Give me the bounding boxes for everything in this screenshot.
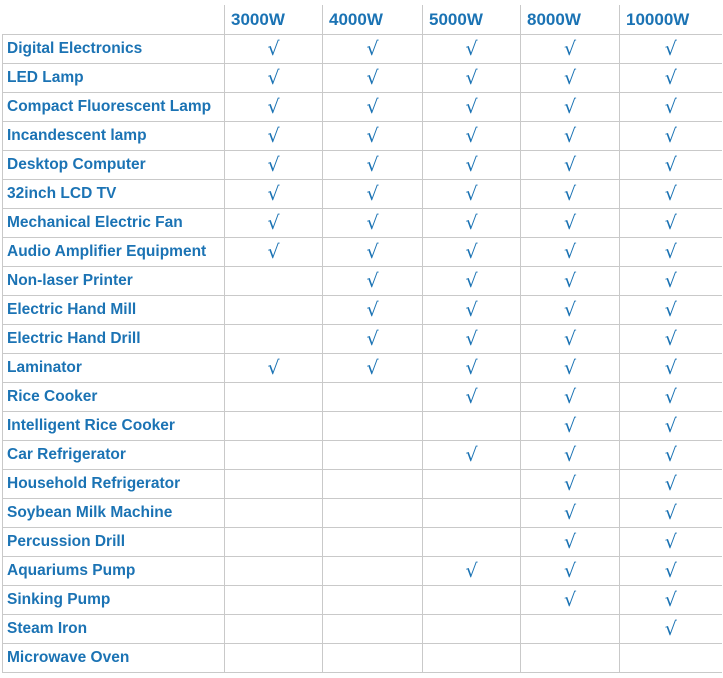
table-body [3, 35, 722, 673]
check-mark-icon: √ [423, 354, 521, 383]
column-header-8000w: 8000W [521, 5, 620, 35]
empty-cell [323, 586, 423, 615]
check-mark-icon: √ [620, 122, 722, 151]
check-mark-icon: √ [423, 180, 521, 209]
empty-cell [423, 412, 521, 441]
check-mark-icon: √ [521, 64, 620, 93]
empty-cell [225, 644, 323, 673]
check-mark-icon: √ [521, 296, 620, 325]
check-mark-icon: √ [620, 325, 722, 354]
check-mark-icon: √ [521, 412, 620, 441]
check-mark-icon: √ [521, 93, 620, 122]
check-mark-icon: √ [423, 441, 521, 470]
appliance-name: Desktop Computer [3, 151, 225, 180]
check-mark-icon: √ [620, 151, 722, 180]
empty-cell [423, 528, 521, 557]
check-mark-icon: √ [225, 151, 323, 180]
empty-cell [323, 557, 423, 586]
check-mark-icon: √ [521, 499, 620, 528]
check-mark-icon: √ [521, 151, 620, 180]
check-mark-icon: √ [323, 151, 423, 180]
table-row [3, 354, 722, 383]
check-mark-icon: √ [620, 354, 722, 383]
check-mark-icon: √ [423, 209, 521, 238]
empty-cell [423, 499, 521, 528]
empty-cell [225, 441, 323, 470]
table-row [3, 35, 722, 64]
check-mark-icon: √ [225, 209, 323, 238]
check-mark-icon: √ [620, 93, 722, 122]
appliance-name: 32inch LCD TV [3, 180, 225, 209]
table-row [3, 180, 722, 209]
empty-cell [225, 615, 323, 644]
column-header-4000w: 4000W [323, 5, 423, 35]
check-mark-icon: √ [521, 238, 620, 267]
check-mark-icon: √ [423, 296, 521, 325]
check-mark-icon: √ [323, 64, 423, 93]
appliance-name: Electric Hand Mill [3, 296, 225, 325]
check-mark-icon: √ [620, 412, 722, 441]
check-mark-icon: √ [521, 383, 620, 412]
check-mark-icon: √ [620, 64, 722, 93]
check-mark-icon: √ [423, 267, 521, 296]
check-mark-icon: √ [423, 122, 521, 151]
empty-cell [225, 325, 323, 354]
empty-cell [423, 644, 521, 673]
empty-cell [225, 499, 323, 528]
appliance-name: Compact Fluorescent Lamp [3, 93, 225, 122]
check-mark-icon: √ [620, 35, 722, 64]
empty-cell [225, 557, 323, 586]
empty-cell [323, 470, 423, 499]
table-row [3, 644, 722, 673]
empty-cell [225, 528, 323, 557]
table-row [3, 93, 722, 122]
table-row [3, 325, 722, 354]
appliance-name: Aquariums Pump [3, 557, 225, 586]
table-row [3, 151, 722, 180]
check-mark-icon: √ [323, 93, 423, 122]
appliance-name: Household Refrigerator [3, 470, 225, 499]
check-mark-icon: √ [620, 499, 722, 528]
empty-cell [323, 615, 423, 644]
appliance-name: Rice Cooker [3, 383, 225, 412]
check-mark-icon: √ [620, 528, 722, 557]
check-mark-icon: √ [521, 267, 620, 296]
check-mark-icon: √ [423, 238, 521, 267]
empty-cell [323, 441, 423, 470]
empty-cell [225, 296, 323, 325]
check-mark-icon: √ [620, 557, 722, 586]
check-mark-icon: √ [323, 35, 423, 64]
column-header-5000w: 5000W [423, 5, 521, 35]
appliance-name: Car Refrigerator [3, 441, 225, 470]
table-row [3, 586, 722, 615]
check-mark-icon: √ [620, 296, 722, 325]
check-mark-icon: √ [423, 557, 521, 586]
check-mark-icon: √ [521, 209, 620, 238]
table-row [3, 470, 722, 499]
check-mark-icon: √ [323, 122, 423, 151]
table-row [3, 383, 722, 412]
empty-cell [225, 470, 323, 499]
table-row [3, 557, 722, 586]
check-mark-icon: √ [521, 528, 620, 557]
empty-cell [323, 383, 423, 412]
check-mark-icon: √ [521, 441, 620, 470]
table-row [3, 238, 722, 267]
check-mark-icon: √ [423, 151, 521, 180]
check-mark-icon: √ [323, 209, 423, 238]
check-mark-icon: √ [620, 267, 722, 296]
check-mark-icon: √ [423, 325, 521, 354]
check-mark-icon: √ [323, 325, 423, 354]
check-mark-icon: √ [225, 238, 323, 267]
column-header-3000w: 3000W [225, 5, 323, 35]
table-row [3, 528, 722, 557]
check-mark-icon: √ [521, 122, 620, 151]
check-mark-icon: √ [423, 383, 521, 412]
table-row [3, 267, 722, 296]
table-row [3, 412, 722, 441]
check-mark-icon: √ [225, 93, 323, 122]
empty-cell [225, 586, 323, 615]
check-mark-icon: √ [225, 180, 323, 209]
empty-cell [323, 412, 423, 441]
check-mark-icon: √ [620, 383, 722, 412]
check-mark-icon: √ [225, 64, 323, 93]
check-mark-icon: √ [620, 238, 722, 267]
check-mark-icon: √ [521, 180, 620, 209]
empty-cell [323, 528, 423, 557]
check-mark-icon: √ [521, 35, 620, 64]
appliance-name: Incandescent lamp [3, 122, 225, 151]
empty-cell [225, 267, 323, 296]
table-row [3, 64, 722, 93]
appliance-name: Steam Iron [3, 615, 225, 644]
corner-cell [3, 5, 225, 35]
check-mark-icon: √ [521, 325, 620, 354]
appliance-name: Sinking Pump [3, 586, 225, 615]
empty-cell [521, 615, 620, 644]
header-row [3, 5, 722, 35]
check-mark-icon: √ [620, 180, 722, 209]
table-row [3, 296, 722, 325]
empty-cell [225, 412, 323, 441]
table-row [3, 499, 722, 528]
check-mark-icon: √ [521, 586, 620, 615]
check-mark-icon: √ [423, 64, 521, 93]
appliance-name: Non-laser Printer [3, 267, 225, 296]
check-mark-icon: √ [323, 180, 423, 209]
check-mark-icon: √ [323, 296, 423, 325]
check-mark-icon: √ [620, 441, 722, 470]
check-mark-icon: √ [323, 238, 423, 267]
table-row [3, 122, 722, 151]
empty-cell [620, 644, 722, 673]
appliance-name: Electric Hand Drill [3, 325, 225, 354]
appliance-name: Percussion Drill [3, 528, 225, 557]
check-mark-icon: √ [423, 93, 521, 122]
check-mark-icon: √ [521, 470, 620, 499]
appliance-name: Soybean Milk Machine [3, 499, 225, 528]
check-mark-icon: √ [323, 267, 423, 296]
check-mark-icon: √ [620, 209, 722, 238]
empty-cell [423, 586, 521, 615]
check-mark-icon: √ [620, 615, 722, 644]
appliance-name: LED Lamp [3, 64, 225, 93]
empty-cell [323, 644, 423, 673]
appliance-name: Audio Amplifier Equipment [3, 238, 225, 267]
appliance-name: Laminator [3, 354, 225, 383]
check-mark-icon: √ [521, 354, 620, 383]
check-mark-icon: √ [225, 354, 323, 383]
check-mark-icon: √ [521, 557, 620, 586]
column-header-10000w: 10000W [620, 5, 722, 35]
appliance-compatibility-table [2, 5, 722, 673]
table-row [3, 615, 722, 644]
table-row [3, 441, 722, 470]
empty-cell [225, 383, 323, 412]
appliance-name: Digital Electronics [3, 35, 225, 64]
table-row [3, 209, 722, 238]
check-mark-icon: √ [225, 122, 323, 151]
empty-cell [323, 499, 423, 528]
empty-cell [423, 470, 521, 499]
check-mark-icon: √ [620, 586, 722, 615]
check-mark-icon: √ [323, 354, 423, 383]
check-mark-icon: √ [423, 35, 521, 64]
appliance-name: Microwave Oven [3, 644, 225, 673]
check-mark-icon: √ [225, 35, 323, 64]
appliance-name: Intelligent Rice Cooker [3, 412, 225, 441]
appliance-name: Mechanical Electric Fan [3, 209, 225, 238]
empty-cell [521, 644, 620, 673]
check-mark-icon: √ [620, 470, 722, 499]
empty-cell [423, 615, 521, 644]
